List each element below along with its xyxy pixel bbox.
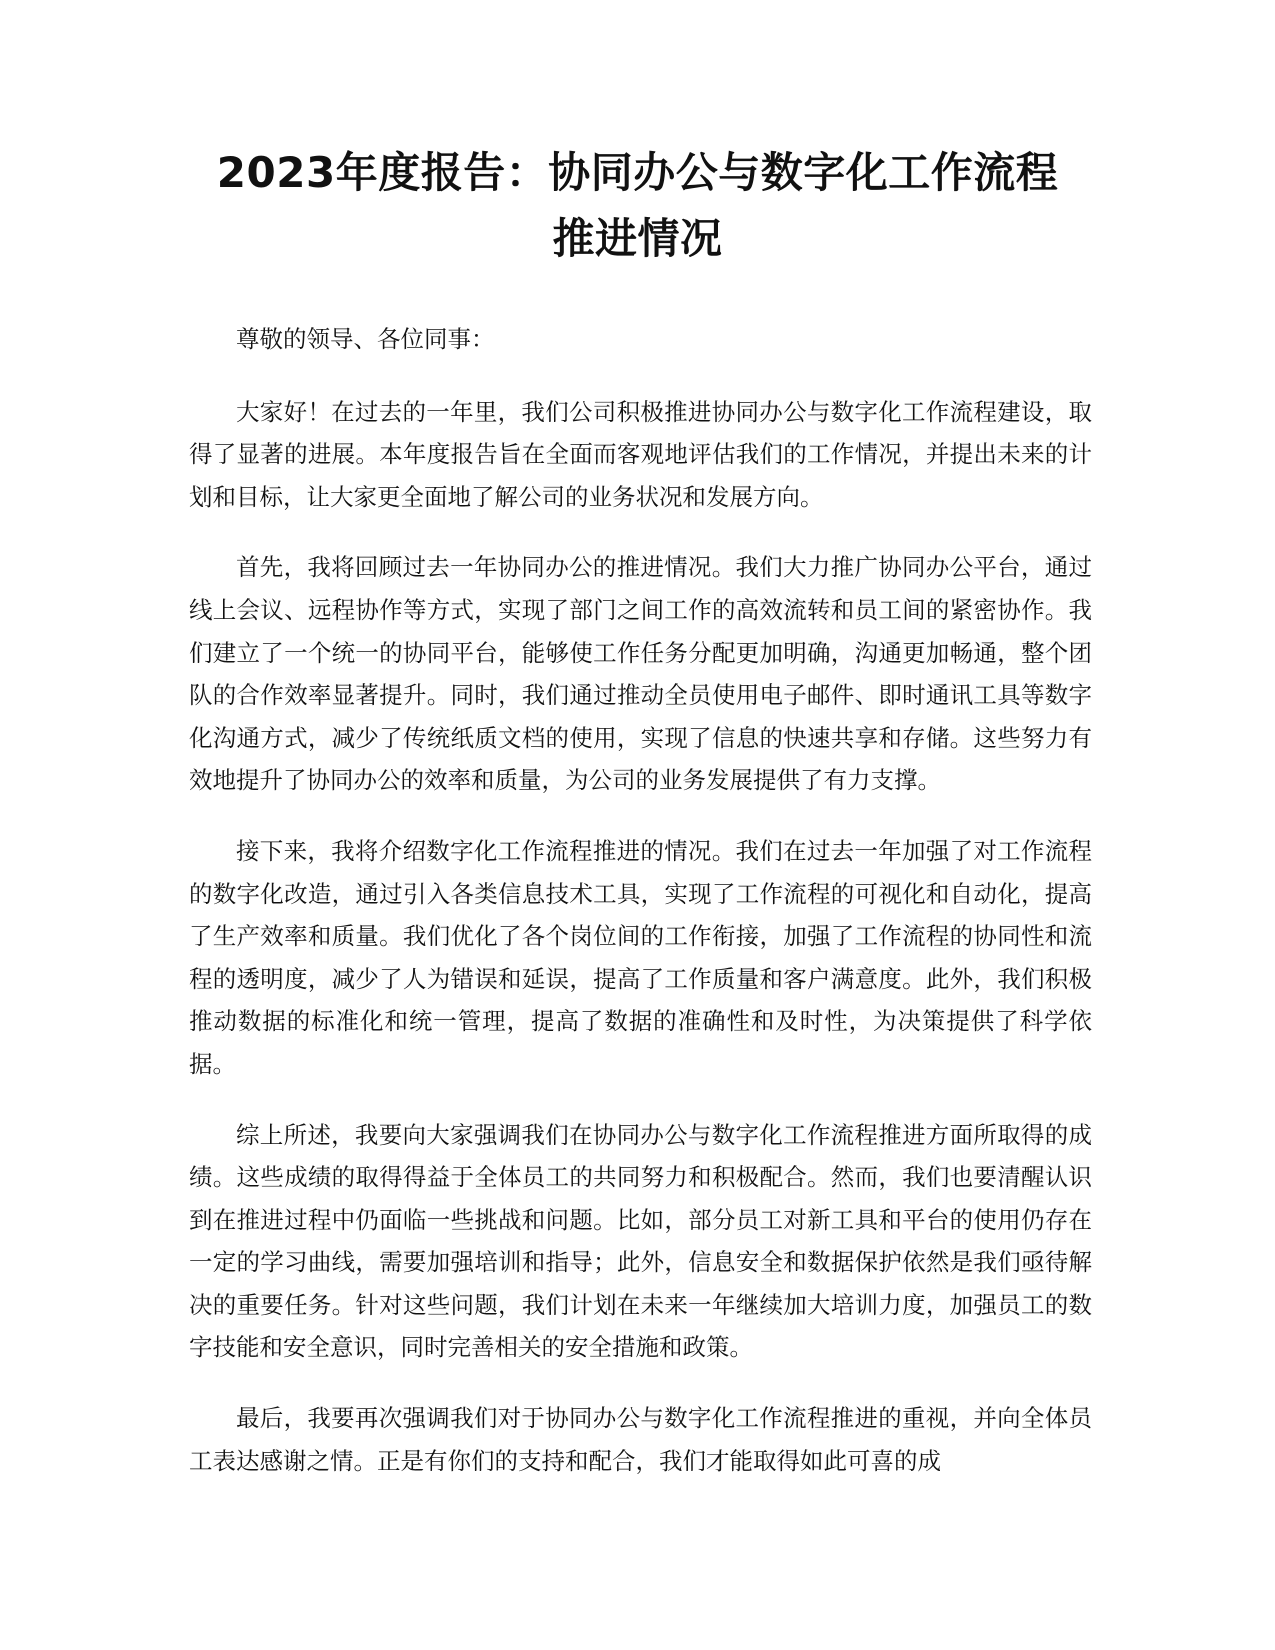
- paragraph-digital-workflow: 接下来，我将介绍数字化工作流程推进的情况。我们在过去一年加强了对工作流程的数字化改造，通过引入各类信息技术工具，实现了工作流程的可视化和自动化，提高了生产效率和质量。我们优化了各个岗位间的工作衔接，加强了工作流程的协同性和流程的透明度，减少了人为错误和延误，提高了工作质量和客户满意度。此外，我们积极推动数据的标准化和统一管理，提高了数据的准确性和及时性，为决策提供了科学依据。: [189, 836, 1092, 1078]
- salutation: 尊敬的领导、各位同事：: [236, 325, 495, 353]
- paragraph-closing: 最后，我要再次强调我们对于协同办公与数字化工作流程推进的重视，并向全体员工表达感谢之情。正是有你们的支持和配合，我们才能取得如此可喜的成: [189, 1404, 1092, 1475]
- title-line-1: 2023年度报告：协同办公与数字化工作流程: [216, 148, 1059, 197]
- document-body: [189, 318, 1092, 1510]
- title-line-2: 推进情况: [552, 214, 723, 263]
- paragraph-summary: 综上所述，我要向大家强调我们在协同办公与数字化工作流程推进方面所取得的成绩。这些成绩的取得得益于全体员工的共同努力和积极配合。然而，我们也要清醒认识到在推进过程中仍面临一些挑战和问题。比如，部分员工对新工具和平台的使用仍存在一定的学习曲线，需要加强培训和指导；此外，信息安全和数据保护依然是我们亟待解决的重要任务。针对这些问题，我们计划在未来一年继续加大培训力度，加强员工的数字技能和安全意识，同时完善相关的安全措施和政策。: [189, 1120, 1092, 1362]
- paragraph-intro: 大家好！在过去的一年里，我们公司积极推进协同办公与数字化工作流程建设，取得了显著的进展。本年度报告旨在全面而客观地评估我们的工作情况，并提出未来的计划和目标，让大家更全面地了解公司的业务状况和发展方向。: [189, 397, 1092, 511]
- document-title: [160, 140, 1115, 272]
- paragraph-collaboration: 首先，我将回顾过去一年协同办公的推进情况。我们大力推广协同办公平台，通过线上会议、远程协作等方式，实现了部门之间工作的高效流转和员工间的紧密协作。我们建立了一个统一的协同平台，能够使工作任务分配更加明确，沟通更加畅通，整个团队的合作效率显著提升。同时，我们通过推动全员使用电子邮件、即时通讯工具等数字化沟通方式，减少了传统纸质文档的使用，实现了信息的快速共享和存储。这些努力有效地提升了协同办公的效率和质量，为公司的业务发展提供了有力支撑。: [189, 553, 1092, 795]
